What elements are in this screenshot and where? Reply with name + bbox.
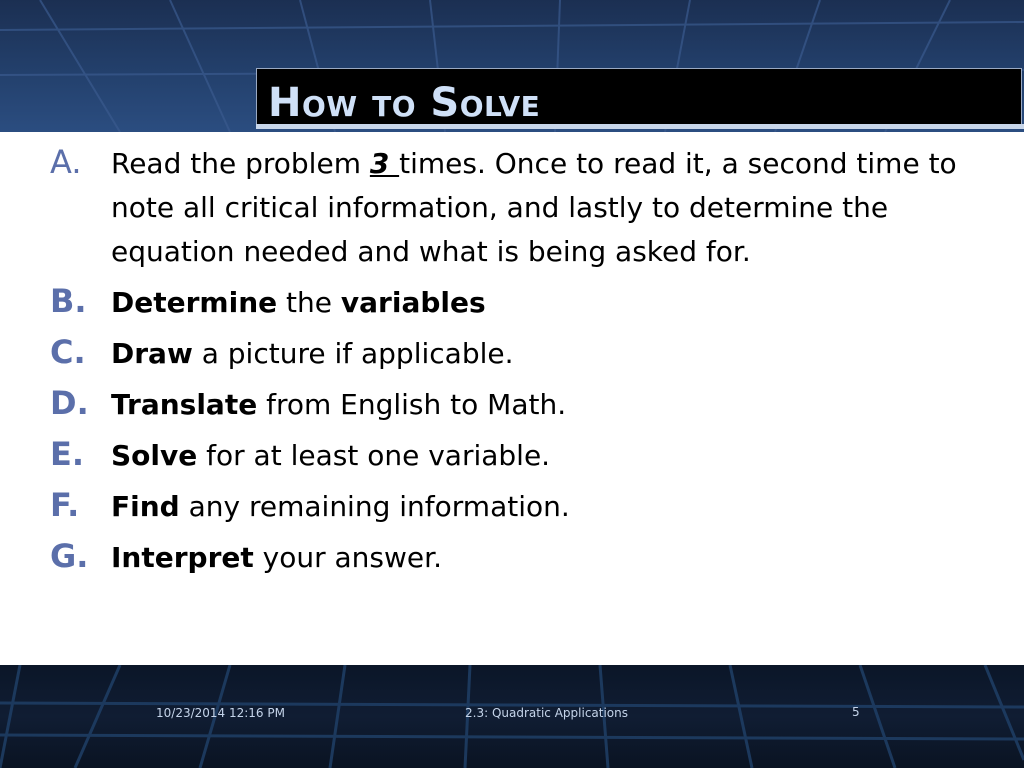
- step-text: [111, 383, 980, 427]
- times-count: 3: [369, 147, 400, 180]
- step-keyword: Interpret: [111, 541, 254, 574]
- step-f: [50, 485, 980, 529]
- step-keyword: Draw: [111, 337, 193, 370]
- slide-title: How to Solve: [268, 80, 541, 126]
- step-text-part: a picture if applicable.: [192, 337, 514, 370]
- step-text-part: times. Once to read it, a second time to note all critical information, and lastly to determine the equation needed and what is being asked for.: [111, 147, 957, 268]
- step-text-part: the: [277, 286, 341, 319]
- step-text-part: Read the problem: [111, 147, 370, 180]
- footer-date: 10/23/2014 12:16 PM: [156, 706, 285, 720]
- step-c: [50, 332, 980, 376]
- slide-number: 5: [852, 705, 860, 719]
- step-text-part: from English to Math.: [257, 388, 567, 421]
- step-letter: F.: [50, 486, 80, 524]
- steps-list: [50, 142, 980, 587]
- step-text: [111, 536, 980, 580]
- step-b: [50, 281, 980, 325]
- step-text-part: for at least one variable.: [197, 439, 551, 472]
- step-text: [111, 332, 980, 376]
- step-keyword: Solve: [111, 439, 198, 472]
- step-text: [111, 281, 980, 325]
- step-letter: C.: [50, 333, 86, 371]
- step-text: [111, 434, 980, 478]
- step-e: [50, 434, 980, 478]
- step-keyword: Translate: [111, 388, 258, 421]
- step-letter: G.: [50, 537, 89, 575]
- step-g: [50, 536, 980, 580]
- step-keyword: Determine: [111, 286, 278, 319]
- step-letter: E.: [50, 435, 85, 473]
- step-keyword: variables: [340, 286, 486, 319]
- step-d: [50, 383, 980, 427]
- step-text-part: your answer.: [253, 541, 442, 574]
- step-letter: B.: [50, 282, 87, 320]
- step-text: [111, 485, 980, 529]
- step-keyword: Find: [111, 490, 180, 523]
- step-text-part: any remaining information.: [179, 490, 570, 523]
- step-a: [50, 142, 980, 274]
- step-letter: A.: [50, 143, 82, 181]
- step-letter: D.: [50, 384, 89, 422]
- step-text: [111, 142, 980, 274]
- footer-title: 2.3: Quadratic Applications: [465, 706, 629, 720]
